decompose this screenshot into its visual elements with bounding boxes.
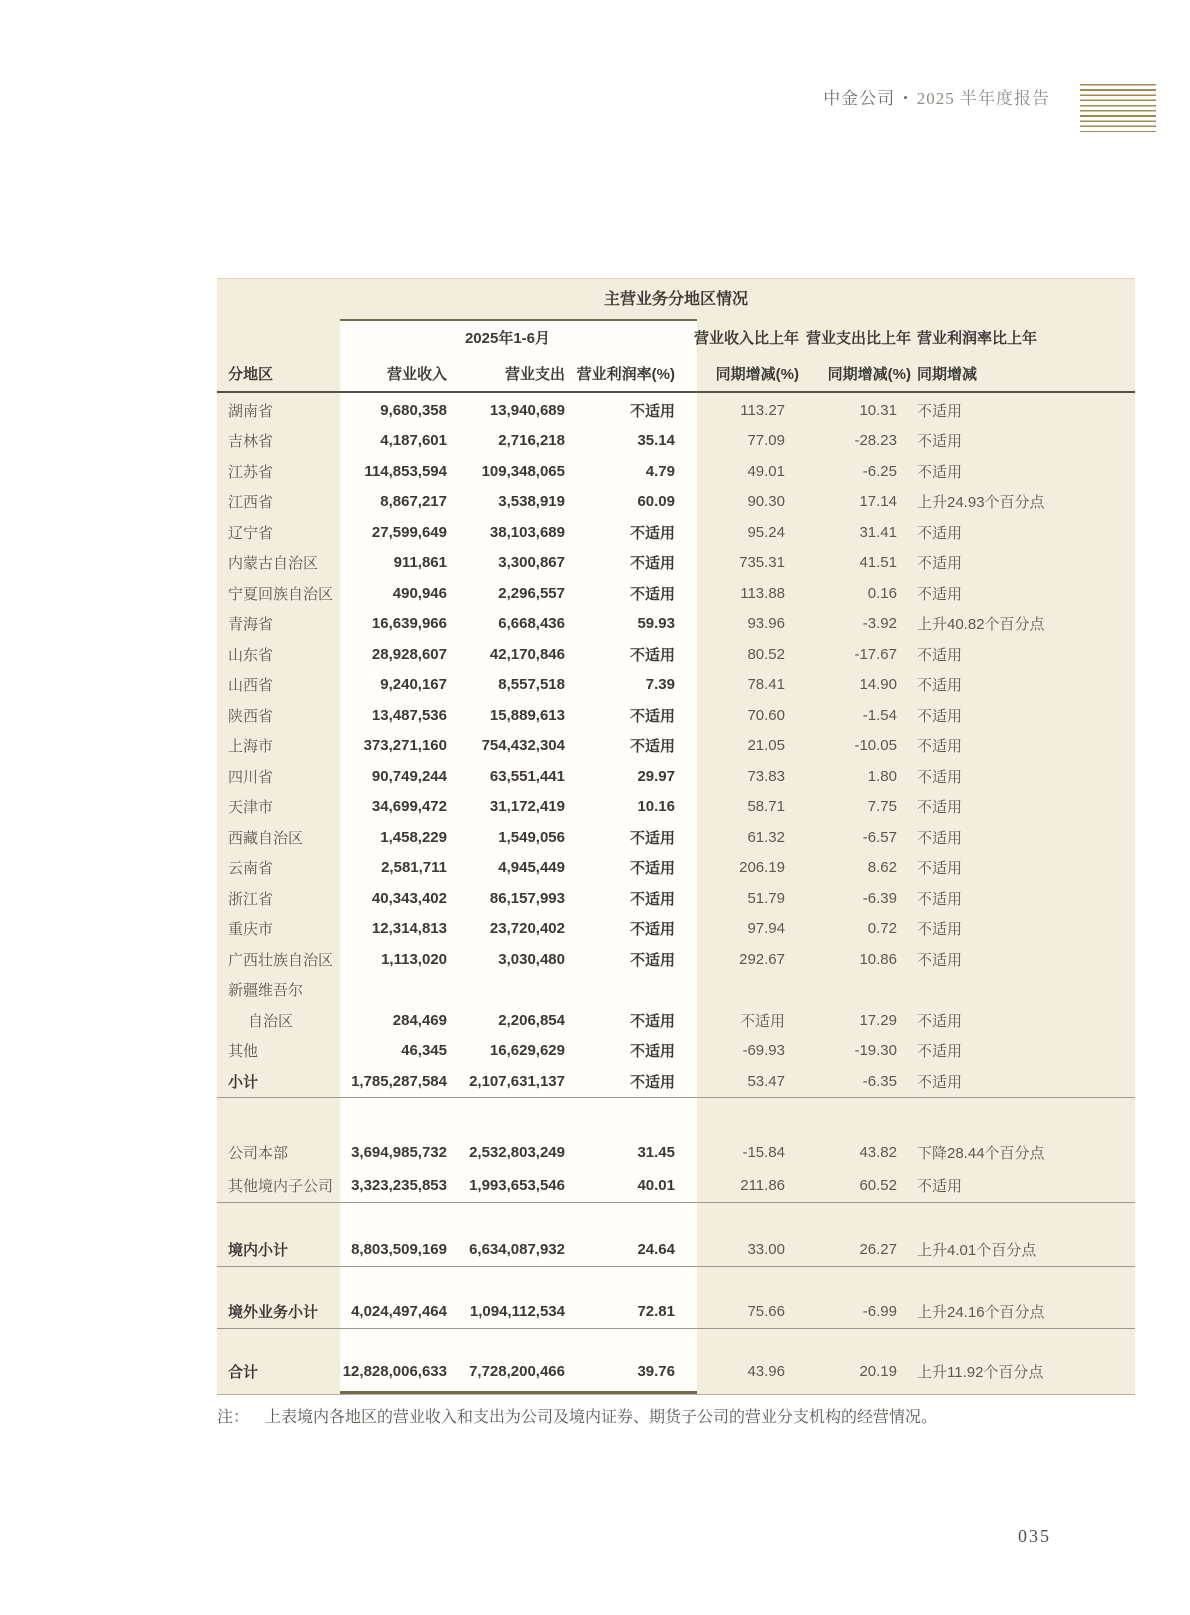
expense-cell: 1,094,112,534: [469, 1302, 565, 1320]
region-cell: 辽宁省: [228, 524, 274, 542]
expense-cell: 1,549,056: [498, 828, 565, 846]
expense-yoy-cell: 10.86: [859, 950, 897, 968]
table-row: [217, 1136, 1135, 1169]
region-cell: 其他境内子公司: [228, 1177, 334, 1195]
margin-yoy-cell: 不适用: [917, 677, 963, 695]
col-revenue-yoy-line2: 同期增减(%): [715, 365, 799, 383]
expense-cell: 2,532,803,249: [469, 1143, 565, 1161]
revenue-cell: 9,240,167: [380, 676, 447, 694]
expense-cell: 31,172,419: [489, 798, 565, 816]
expense-yoy-cell: 14.90: [859, 676, 897, 694]
margin-yoy-cell: 上升24.16个百分点: [917, 1303, 1045, 1321]
margin-cell: 不适用: [629, 524, 675, 542]
revenue-yoy-cell: 206.19: [739, 859, 785, 877]
expense-cell: 754,432,304: [481, 737, 565, 755]
margin-yoy-cell: 不适用: [917, 1073, 963, 1091]
table-row: [217, 548, 1135, 579]
col-expense-yoy-line1: 营业支出比上年: [805, 329, 911, 347]
revenue-yoy-cell: 211.86: [740, 1176, 785, 1194]
table-row: [217, 639, 1135, 670]
table-title: 主营业务分地区情况: [603, 291, 748, 308]
report-title: 2025 半年度报告: [916, 89, 1050, 108]
expense-yoy-cell: -6.35: [862, 1072, 897, 1090]
region-business-table: [217, 278, 1135, 1395]
margin-yoy-cell: 不适用: [917, 433, 963, 451]
expense-yoy-cell: 31.41: [859, 523, 897, 541]
table-row: [217, 1036, 1135, 1067]
region-cell: 新疆维吾尔: [228, 982, 304, 1000]
section-regions: [217, 393, 1135, 1097]
region-cell: 公司本部: [228, 1144, 289, 1162]
expense-cell: 63,551,441: [489, 767, 565, 785]
expense-cell: 23,720,402: [489, 920, 565, 938]
region-cell: 青海省: [228, 616, 274, 634]
expense-cell: 1,993,653,546: [469, 1176, 565, 1194]
margin-cell: 不适用: [629, 402, 675, 420]
expense-yoy-cell: -3.92: [862, 615, 897, 633]
margin-yoy-cell: 不适用: [917, 738, 963, 756]
region-cell: 江苏省: [228, 463, 274, 481]
revenue-yoy-cell: 75.66: [747, 1302, 785, 1320]
margin-cell: 31.45: [637, 1143, 675, 1161]
table-row: [217, 578, 1135, 609]
table-row: [217, 1295, 1135, 1328]
expense-yoy-cell: 43.82: [859, 1143, 897, 1161]
table-row: [217, 1233, 1135, 1266]
expense-yoy-cell: 10.31: [859, 401, 897, 419]
section-total: [217, 1328, 1135, 1402]
expense-yoy-cell: 0.16: [867, 584, 897, 602]
revenue-cell: 490,946: [392, 584, 447, 602]
margin-yoy-cell: 不适用: [917, 1043, 963, 1061]
margin-yoy-cell: 不适用: [917, 768, 963, 786]
margin-cell: 不适用: [629, 738, 675, 756]
region-cell: 上海市: [228, 738, 274, 756]
margin-cell: 24.64: [637, 1240, 675, 1258]
region-cell: 山东省: [228, 646, 274, 664]
margin-yoy-cell: 不适用: [917, 646, 963, 664]
margin-yoy-cell: 下降28.44个百分点: [917, 1144, 1045, 1162]
margin-cell: 39.76: [637, 1362, 675, 1380]
margin-yoy-cell: 不适用: [917, 921, 963, 939]
col-expense: 营业支出: [504, 365, 565, 383]
revenue-yoy-cell: 43.96: [747, 1362, 785, 1380]
revenue-cell: 1,458,229: [380, 828, 447, 846]
margin-cell: 40.01: [637, 1176, 675, 1194]
margin-cell: 10.16: [637, 798, 675, 816]
table-row: [217, 670, 1135, 701]
revenue-cell: 40,343,402: [371, 889, 447, 907]
margin-cell: 不适用: [629, 1012, 675, 1030]
table-row: [217, 700, 1135, 731]
expense-cell: 2,206,854: [498, 1011, 565, 1029]
expense-cell: 15,889,613: [489, 706, 565, 724]
revenue-cell: 12,314,813: [371, 920, 447, 938]
expense-yoy-cell: 26.27: [859, 1240, 897, 1258]
expense-yoy-cell: 0.72: [867, 920, 897, 938]
col-margin-yoy-line1: 营业利润率比上年: [917, 329, 1038, 347]
revenue-cell: 284,469: [392, 1011, 447, 1029]
margin-yoy-cell: 不适用: [917, 860, 963, 878]
region-cell: 重庆市: [228, 921, 274, 939]
expense-yoy-cell: 60.52: [859, 1176, 897, 1194]
margin-cell: 不适用: [629, 860, 675, 878]
table-row: [217, 487, 1135, 518]
revenue-yoy-cell: 不适用: [739, 1012, 785, 1030]
revenue-yoy-cell: 70.60: [747, 706, 785, 724]
expense-cell: 8,557,518: [498, 676, 565, 694]
revenue-yoy-cell: 90.30: [747, 493, 785, 511]
margin-yoy-cell: 不适用: [917, 890, 963, 908]
expense-yoy-cell: -6.25: [862, 462, 897, 480]
expense-cell: 4,945,449: [498, 859, 565, 877]
region-cell: 江西省: [228, 494, 274, 512]
revenue-cell: 13,487,536: [371, 706, 447, 724]
expense-cell: 38,103,689: [489, 523, 565, 541]
region-cell: 天津市: [228, 799, 274, 817]
margin-yoy-cell: 不适用: [917, 799, 963, 817]
expense-yoy-cell: 41.51: [859, 554, 897, 572]
margin-cell: 不适用: [629, 951, 675, 969]
expense-yoy-cell: -17.67: [854, 645, 897, 663]
expense-yoy-cell: 17.29: [859, 1011, 897, 1029]
margin-yoy-cell: 不适用: [917, 829, 963, 847]
expense-cell: 3,538,919: [498, 493, 565, 511]
expense-cell: 16,629,629: [489, 1042, 565, 1060]
margin-yoy-cell: 不适用: [917, 524, 963, 542]
margin-yoy-cell: 不适用: [917, 951, 963, 969]
margin-yoy-cell: 上升40.82个百分点: [917, 616, 1045, 634]
region-cell: 其他: [228, 1043, 259, 1061]
revenue-yoy-cell: 51.79: [747, 889, 785, 907]
expense-cell: 2,716,218: [498, 432, 565, 450]
margin-cell: 不适用: [629, 1043, 675, 1061]
table-row: [217, 517, 1135, 548]
expense-yoy-cell: 8.62: [867, 859, 897, 877]
revenue-yoy-cell: 97.94: [747, 920, 785, 938]
expense-yoy-cell: -10.05: [854, 737, 897, 755]
table-row: [217, 1355, 1135, 1388]
expense-cell: 3,030,480: [498, 950, 565, 968]
margin-yoy-cell: 不适用: [917, 707, 963, 725]
expense-cell: 2,107,631,137: [469, 1072, 565, 1090]
col-region: 分地区: [228, 365, 274, 383]
revenue-cell: 4,024,497,464: [351, 1302, 447, 1320]
region-cell: 自治区: [248, 1012, 294, 1030]
expense-yoy-cell: -1.54: [862, 706, 897, 724]
revenue-cell: 3,694,985,732: [351, 1143, 447, 1161]
expense-cell: 7,728,200,466: [469, 1362, 565, 1380]
table-row: [217, 792, 1135, 823]
decorative-lines-icon: [1080, 84, 1156, 132]
margin-cell: 不适用: [629, 1073, 675, 1091]
col-margin-yoy-line2: 同期增减: [917, 365, 978, 383]
revenue-cell: 12,828,006,633: [342, 1362, 447, 1380]
page-number: 035: [1018, 1526, 1051, 1546]
margin-yoy-cell: 不适用: [917, 1012, 963, 1030]
revenue-cell: 8,867,217: [380, 493, 447, 511]
region-cell: 西藏自治区: [228, 829, 304, 847]
section-entities: [217, 1097, 1135, 1202]
margin-yoy-cell: 不适用: [917, 463, 963, 481]
col-revenue: 营业收入: [386, 365, 447, 383]
expense-cell: 3,300,867: [498, 554, 565, 572]
margin-cell: 4.79: [645, 462, 675, 480]
table-row: [217, 914, 1135, 945]
margin-yoy-cell: 不适用: [917, 555, 963, 573]
table-row: [217, 395, 1135, 426]
revenue-cell: 3,323,235,853: [351, 1176, 447, 1194]
region-cell: 四川省: [228, 768, 274, 786]
revenue-yoy-cell: 80.52: [747, 645, 785, 663]
expense-yoy-cell: -6.99: [862, 1302, 897, 1320]
margin-cell: 72.81: [637, 1302, 675, 1320]
section-overseas-subtotal: [217, 1266, 1135, 1328]
region-cell: 宁夏回族自治区: [228, 585, 334, 603]
margin-cell: 不适用: [629, 890, 675, 908]
region-cell: 小计: [228, 1073, 259, 1091]
table-row: [217, 1005, 1135, 1036]
revenue-cell: 373,271,160: [363, 737, 447, 755]
margin-yoy-cell: 上升11.92个百分点: [917, 1363, 1044, 1381]
revenue-yoy-cell: 77.09: [747, 432, 785, 450]
region-cell: 山西省: [228, 677, 274, 695]
margin-yoy-cell: 不适用: [917, 585, 963, 603]
expense-yoy-cell: -19.30: [854, 1042, 897, 1060]
note-label: 注：: [217, 1409, 250, 1426]
expense-cell: 109,348,065: [481, 462, 565, 480]
table-row: [217, 731, 1135, 762]
revenue-cell: 4,187,601: [380, 432, 447, 450]
margin-cell: 不适用: [629, 555, 675, 573]
margin-cell: 不适用: [629, 707, 675, 725]
col-expense-yoy-line2: 同期增减(%): [827, 365, 911, 383]
revenue-cell: 2,581,711: [381, 859, 447, 877]
expense-yoy-cell: -6.57: [862, 828, 897, 846]
revenue-yoy-cell: 73.83: [747, 767, 785, 785]
table-row: [217, 1169, 1135, 1202]
region-cell: 内蒙古自治区: [228, 555, 319, 573]
table-row: [217, 975, 1135, 1006]
revenue-yoy-cell: 53.47: [747, 1072, 785, 1090]
region-cell: 吉林省: [228, 433, 274, 451]
margin-cell: 不适用: [629, 829, 675, 847]
revenue-yoy-cell: 33.00: [747, 1240, 785, 1258]
revenue-yoy-cell: 292.67: [739, 950, 785, 968]
revenue-yoy-cell: 49.01: [747, 462, 785, 480]
expense-cell: 86,157,993: [489, 889, 565, 907]
revenue-cell: 46,345: [401, 1042, 447, 1060]
revenue-cell: 28,928,607: [371, 645, 447, 663]
region-cell: 陕西省: [228, 707, 274, 725]
table-row: [217, 883, 1135, 914]
table-row: [217, 822, 1135, 853]
margin-cell: 不适用: [629, 585, 675, 603]
table-row: [217, 426, 1135, 457]
expense-cell: 13,940,689: [489, 401, 565, 419]
col-margin: 营业利润率(%): [576, 365, 675, 383]
revenue-yoy-cell: 78.41: [747, 676, 785, 694]
revenue-cell: 1,113,020: [381, 950, 447, 968]
table-row: [217, 609, 1135, 640]
col-revenue-yoy-line1: 营业收入比上年: [693, 329, 799, 347]
table-row: [217, 456, 1135, 487]
expense-yoy-cell: -28.23: [854, 432, 897, 450]
region-cell: 云南省: [228, 860, 274, 878]
section-domestic-subtotal: [217, 1202, 1135, 1266]
region-cell: 广西壮族自治区: [228, 951, 334, 969]
period-header: 2025年1-6月: [464, 329, 551, 347]
revenue-yoy-cell: -69.93: [742, 1042, 785, 1060]
margin-yoy-cell: 上升24.93个百分点: [917, 494, 1045, 512]
revenue-yoy-cell: 113.27: [740, 401, 785, 419]
region-cell: 合计: [228, 1363, 259, 1381]
bullet-separator-icon: •: [903, 90, 909, 105]
company-name: 中金公司: [823, 89, 896, 108]
revenue-yoy-cell: 735.31: [739, 554, 785, 572]
margin-cell: 35.14: [637, 432, 675, 450]
expense-yoy-cell: 20.19: [859, 1362, 897, 1380]
expense-yoy-cell: 7.75: [867, 798, 897, 816]
expense-yoy-cell: -6.39: [862, 889, 897, 907]
revenue-cell: 34,699,472: [371, 798, 447, 816]
margin-cell: 59.93: [637, 615, 675, 633]
note-text: 上表境内各地区的营业收入和支出为公司及境内证券、期货子公司的营业分支机构的经营情况。: [265, 1409, 938, 1426]
table-row: [217, 761, 1135, 792]
expense-cell: 6,634,087,932: [469, 1240, 565, 1258]
expense-cell: 6,668,436: [498, 615, 565, 633]
revenue-yoy-cell: 58.71: [747, 798, 785, 816]
margin-cell: 29.97: [637, 767, 675, 785]
expense-cell: 2,296,557: [498, 584, 565, 602]
revenue-yoy-cell: 113.88: [740, 584, 785, 602]
margin-cell: 不适用: [629, 921, 675, 939]
expense-cell: 42,170,846: [489, 645, 565, 663]
revenue-cell: 16,639,966: [371, 615, 447, 633]
table-row: [217, 853, 1135, 884]
revenue-yoy-cell: 95.24: [747, 523, 785, 541]
table-row: [217, 944, 1135, 975]
margin-cell: 7.39: [645, 676, 675, 694]
revenue-cell: 911,861: [393, 554, 447, 572]
margin-yoy-cell: 不适用: [917, 402, 963, 420]
region-cell: 境外业务小计: [228, 1303, 319, 1321]
revenue-cell: 1,785,287,584: [351, 1072, 447, 1090]
revenue-cell: 90,749,244: [371, 767, 447, 785]
margin-yoy-cell: 不适用: [917, 1177, 963, 1195]
margin-cell: 60.09: [637, 493, 675, 511]
revenue-cell: 9,680,358: [380, 401, 447, 419]
revenue-yoy-cell: 93.96: [747, 615, 785, 633]
region-cell: 浙江省: [228, 890, 274, 908]
revenue-yoy-cell: 61.32: [747, 828, 785, 846]
revenue-yoy-cell: -15.84: [742, 1143, 785, 1161]
revenue-cell: 27,599,649: [371, 523, 447, 541]
table-header: [217, 319, 1135, 393]
expense-yoy-cell: 1.80: [867, 767, 897, 785]
revenue-cell: 8,803,509,169: [351, 1240, 447, 1258]
expense-yoy-cell: 17.14: [859, 493, 897, 511]
region-cell: 境内小计: [228, 1241, 289, 1259]
revenue-cell: 114,853,594: [364, 462, 447, 480]
margin-yoy-cell: 上升4.01个百分点: [917, 1241, 1037, 1259]
table-note: [217, 1406, 997, 1430]
region-cell: 湖南省: [228, 402, 274, 420]
margin-cell: 不适用: [629, 646, 675, 664]
table-row: [217, 1066, 1135, 1097]
revenue-yoy-cell: 21.05: [747, 737, 785, 755]
running-header: [823, 84, 1050, 109]
